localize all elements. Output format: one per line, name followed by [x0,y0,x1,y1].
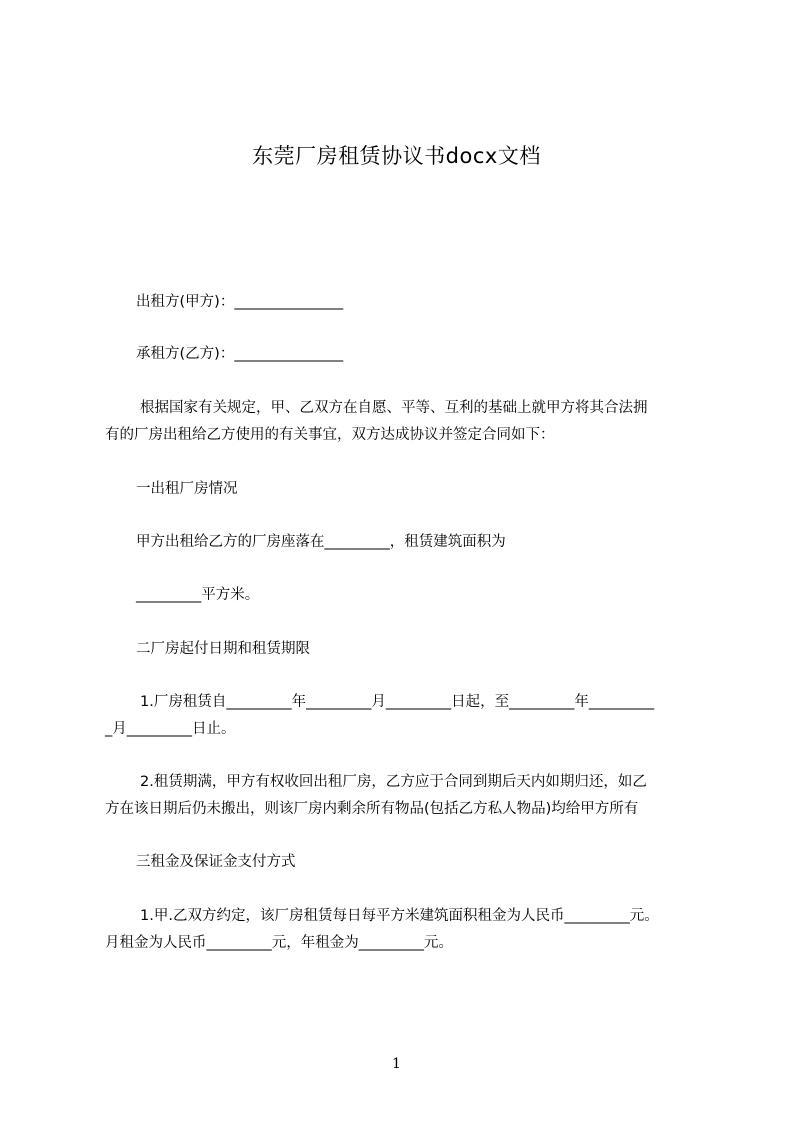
lessor-line: 出租方(甲方)：_______________ [136,294,344,310]
premises-location-line: 甲方出租给乙方的厂房座落在_________，租赁建筑面积为 [136,534,506,550]
lease-term-line-2: _月_________日止。 [105,721,236,737]
expiry-paragraph-line-2: 方在该日期后仍未搬出，则该厂房内剩余所有物品(包括乙方私人物品)均给甲方所有 [105,801,639,817]
rent-paragraph-line-1: 1.甲.乙双方约定，该厂房租赁每日每平方米建筑面积租金为人民币_________元。 [140,908,659,924]
intro-paragraph-line-1: 根据国家有关规定，甲、乙双方在自愿、平等、互利的基础上就甲方将其合法拥 [140,400,648,416]
section-heading-3: 三租金及保证金支付方式 [136,854,296,870]
rent-paragraph-line-2: 月租金为人民币_________元，年租金为_________元。 [105,935,453,951]
section-heading-1: 一出租厂房情况 [136,481,238,497]
premises-area-line: _________平方米。 [136,587,260,603]
section-heading-2: 二厂房起付日期和租赁期限 [136,641,310,657]
intro-paragraph-line-2: 有的厂房出租给乙方使用的有关事宜，双方达成协议并签定合同如下： [105,427,555,443]
page-number: 1 [392,1056,401,1072]
expiry-paragraph-line-1: 2.租赁期满，甲方有权收回出租厂房，乙方应于合同到期后天内如期归还，如乙 [140,774,647,790]
lease-term-line-1: 1.厂房租赁自_________年_________月_________日起，至_________年_________ [140,694,655,710]
lessee-line: 承租方(乙方)：_______________ [136,346,344,362]
document-title: 东莞厂房租赁协议书docx文档 [252,144,541,168]
